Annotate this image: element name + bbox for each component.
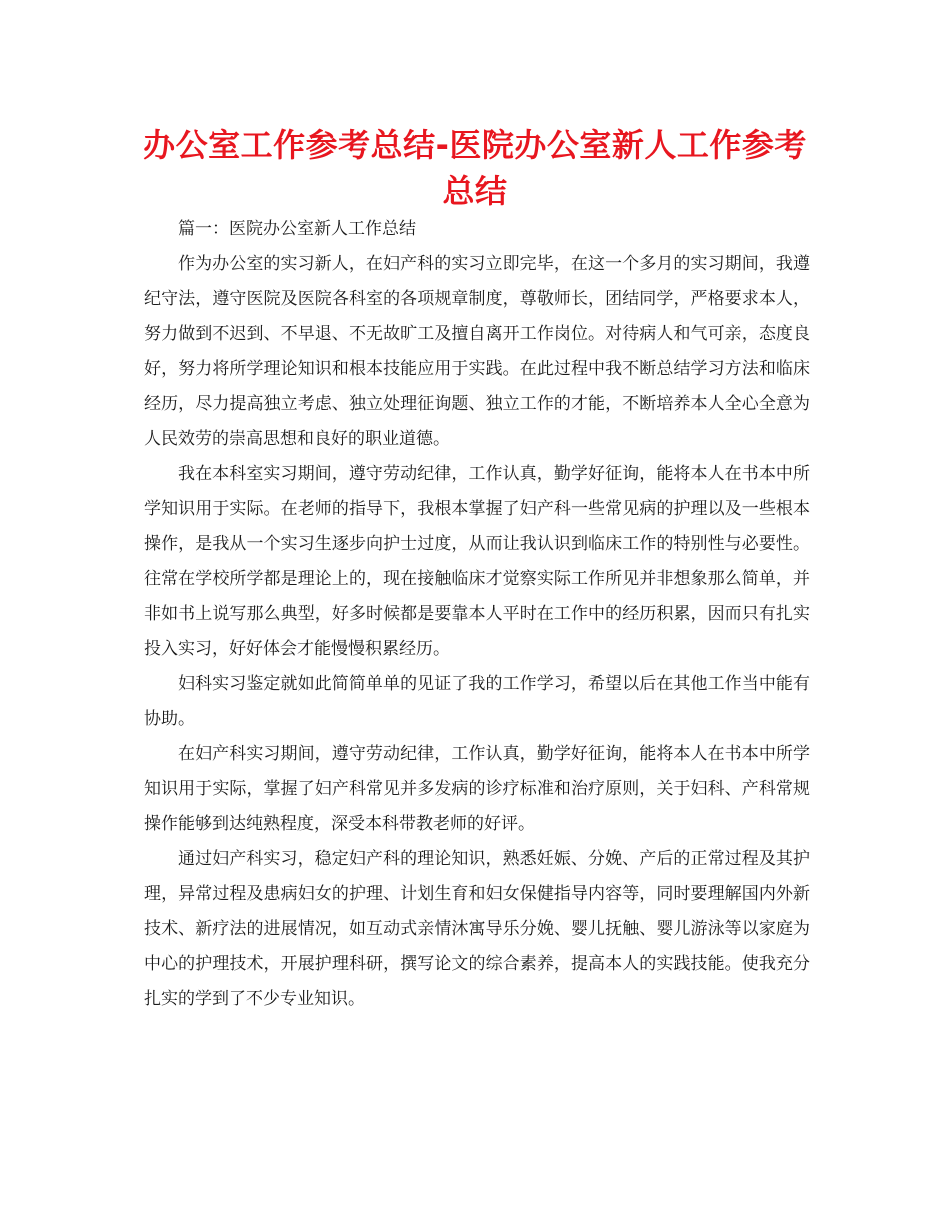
paragraph: 作为办公室的实习新人，在妇产科的实习立即完毕，在这一个多月的实习期间，我遵纪守法，遵守医院及医院各科室的各项规章制度，尊敬师长，团结同学，严格要求本人，努力做到不迟到、不早退、不无故旷工及擅自离开工作岗位。对待病人和气可亲，态度良好，努力将所学理论知识和根本技能应用于实践。在此过程中我不断总结学习方法和临床经历，尽力提高独立考虑、独立处理征询题、独立工作的才能，不断培养本人全心全意为人民效劳的崇高思想和良好的职业道德。 [144,254,810,449]
paragraph: 在妇产科实习期间，遵守劳动纪律，工作认真，勤学好征询，能将本人在书本中所学知识用于实际，掌握了妇产科常见并多发病的诊疗标准和治疗原则，关于妇科、产科常规操作能够到达纯熟程度，深受本科带教老师的好评。 [144,744,810,834]
paragraph: 我在本科室实习期间，遵守劳动纪律，工作认真，勤学好征询，能将本人在书本中所学知识用于实际。在老师的指导下，我根本掌握了妇产科一些常见病的护理以及一些根本操作，是我从一个实习生逐步向护士过度，从而让我认识到临床工作的特别性与必要性。往常在学校所学都是理论上的，现在接触临床才觉察实际工作所见并非想象那么简单，并非如书上说写那么典型，好多时候都是要靠本人平时在工作中的经历积累，因而只有扎实投入实习，好好体会才能慢慢积累经历。 [144,464,810,659]
paragraph: 妇科实习鉴定就如此简简单单的见证了我的工作学习，希望以后在其他工作当中能有协助。 [144,674,810,729]
section-heading: 篇一：医院办公室新人工作总结 [178,219,416,239]
paragraph: 通过妇产科实习，稳定妇产科的理论知识，熟悉妊娠、分娩、产后的正常过程及其护理，异常过程及患病妇女的护理、计划生育和妇女保健指导内容等，同时要理解国内外新技术、新疗法的进展情况，如互动式亲情沐寓导乐分娩、婴儿抚触、婴儿游泳等以家庭为中心的护理技术，开展护理科研，撰写论文的综合素养，提高本人的实践技能。使我充分扎实的学到了不少专业知识。 [144,849,810,1009]
document-body [144,212,810,1017]
document-title: 办公室工作参考总结-医院办公室新人工作参考总结 [143,126,807,210]
